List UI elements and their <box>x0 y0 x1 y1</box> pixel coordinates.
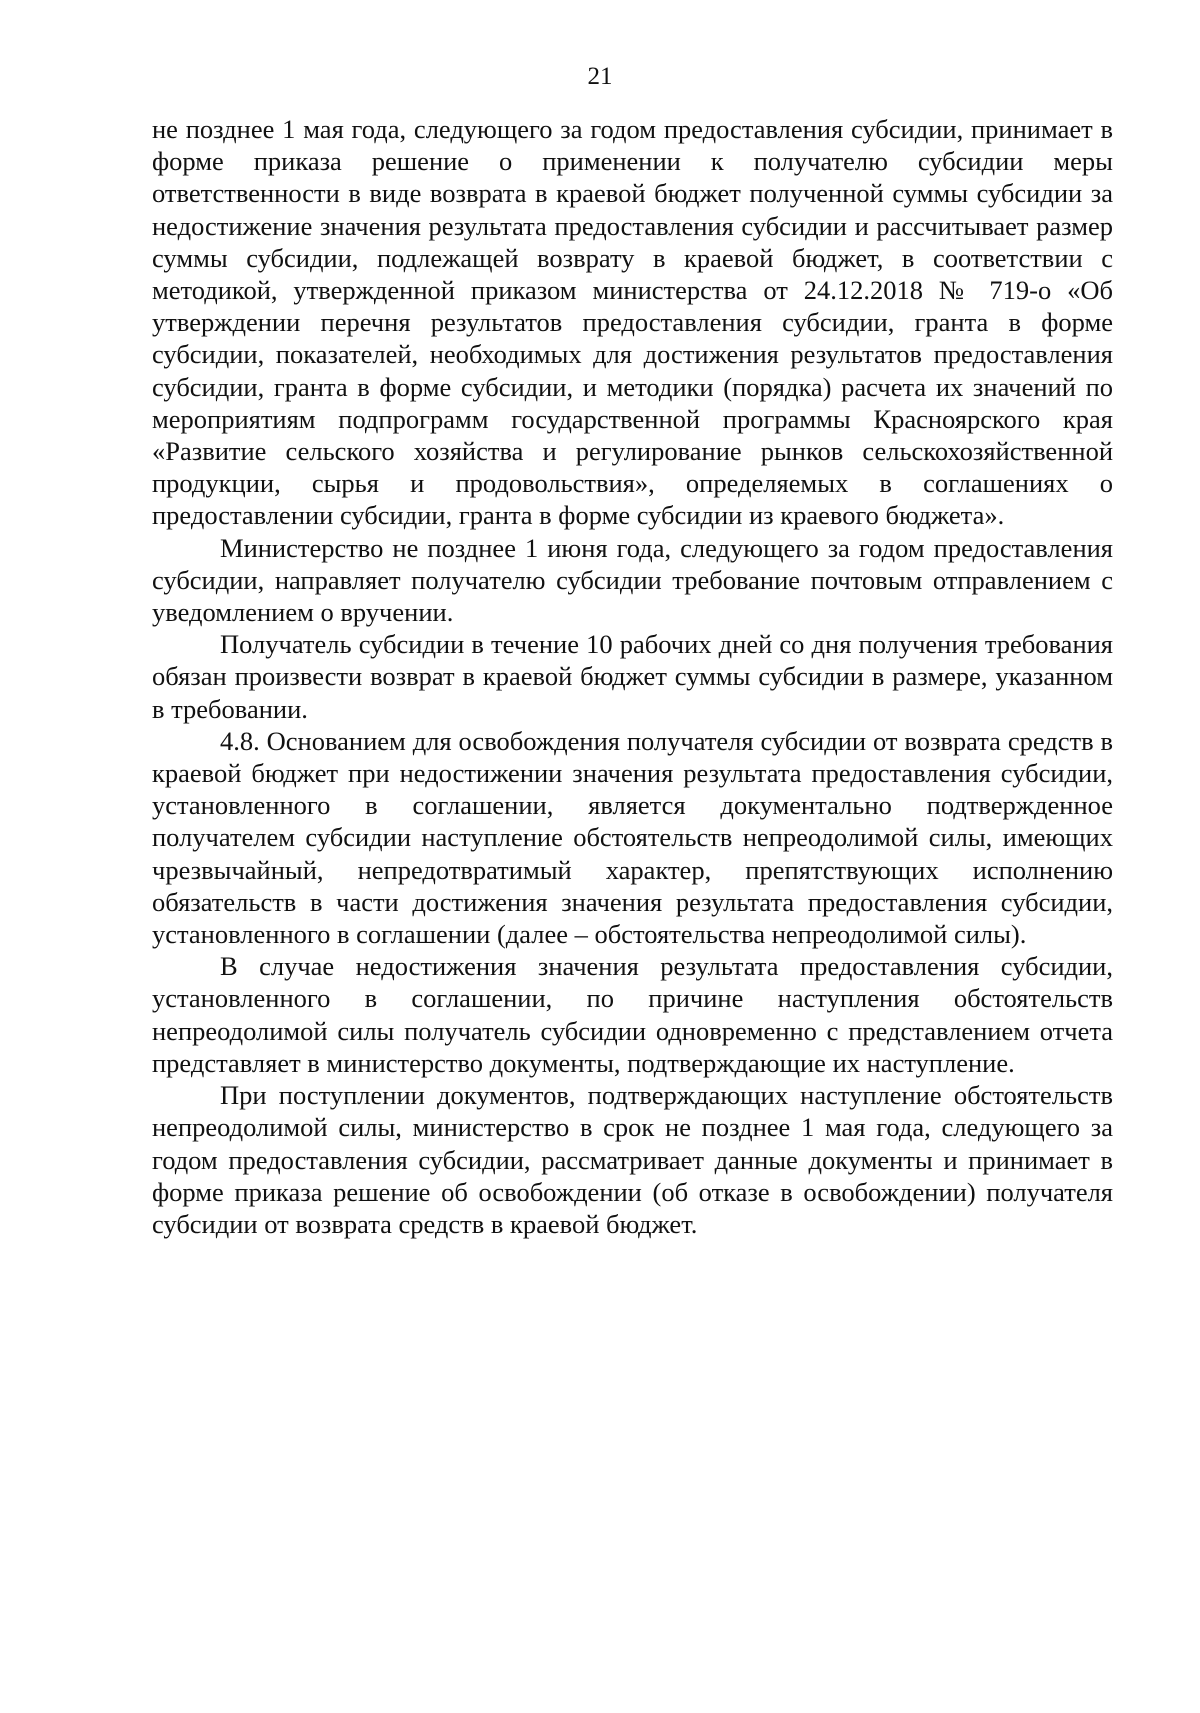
page-number: 21 <box>587 63 613 90</box>
document-body <box>152 113 1113 1240</box>
paragraph-ministry-decision: При поступлении документов, подтверждающих наступление обстоятельств непреодолимой силы, министерство в срок не позднее 1 мая года, следующего за годом предоставления субсидии, рассматривает данные документы и принимает в форме приказа решение об освобождении (об отказе в освобождении) получателя субсидии от возврата средств в краевой бюджет. <box>152 1080 1113 1239</box>
paragraph-force-majeure-report: В случае недостижения значения результата предоставления субсидии, установленного в соглашении, по причине наступления обстоятельств непреодолимой силы получатель субсидии одновременно с представлением отчета представляет в министерство документы, подтверждающие их наступление. <box>152 951 1113 1078</box>
paragraph-ministry-notice: Министерство не позднее 1 июня года, следующего за годом предоставления субсидии, направляет получателю субсидии требование почтовым отправлением с уведомлением о вручении. <box>152 532 1113 628</box>
paragraph-recipient-refund: Получатель субсидии в течение 10 рабочих дней со дня получения требования обязан произвести возврат в краевой бюджет суммы субсидии в размере, указанном в требовании. <box>152 629 1113 724</box>
paragraph-section-4-8: 4.8. Основанием для освобождения получателя субсидии от возврата средств в краевой бюджет при недостижении значения результата предоставления субсидии, установленного в соглашении, является документально подтвержденное получателем субсидии наступление обстоятельств непреодолимой силы, имеющих чрезвычайный, непредотвратимый характер, препятствующих исполнению обязательств в части достижения значения результата предоставления субсидии, установленного в соглашении (далее – обстоятельства непреодолимой силы). <box>152 725 1113 950</box>
paragraph-continuation: не позднее 1 мая года, следующего за годом предоставления субсидии, принимает в форме приказа решение о применении к получателю субсидии меры ответственности в виде возврата в краевой бюджет полученной суммы субсидии за недостижение значения результата предоставления субсидии и рассчитывает размер суммы субсидии, подлежащей возврату в краевой бюджет, в соответствии с методикой, утвержденной приказом министерства от 24.12.2018 № 719-о «Об утверждении перечня результатов предоставления субсидии, гранта в форме субсидии, показателей, необходимых для достижения результатов предоставления субсидии, гранта в форме субсидии, и методики (порядка) расчета их значений по мероприятиям подпрограмм государственной программы Красноярского края «Развитие сельского хозяйства и регулирование рынков сельскохозяйственной продукции, сырья и продовольствия», определяемых в соглашениях о предоставлении субсидии, гранта в форме субсидии из краевого бюджета». <box>152 114 1113 531</box>
